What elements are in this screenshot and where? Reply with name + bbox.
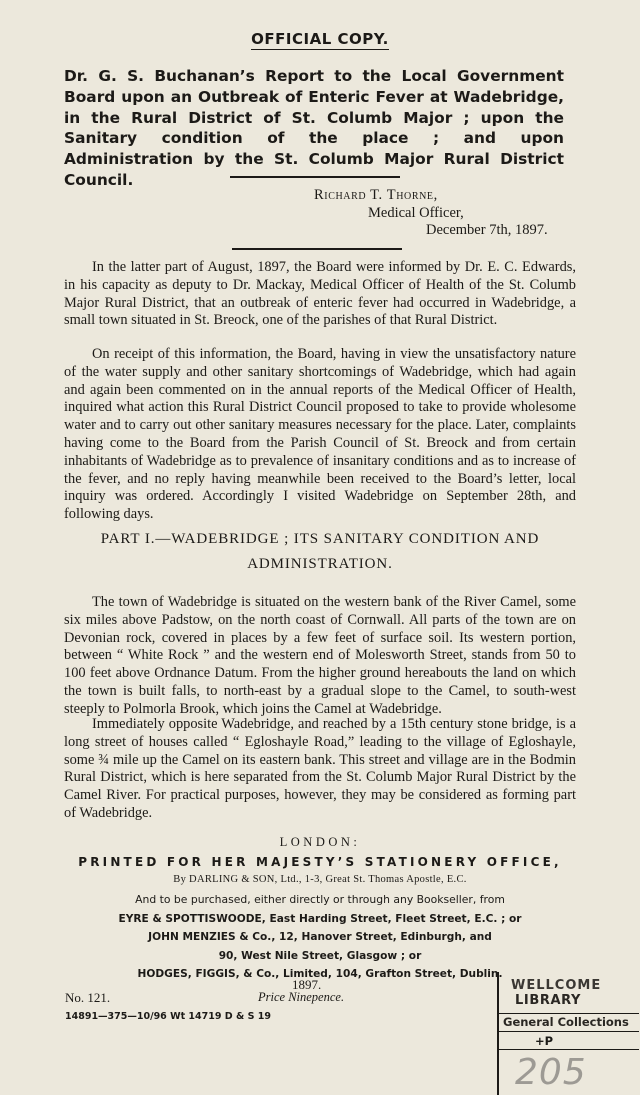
sold-intro: And to be purchased, either directly or through any Bookseller, from bbox=[135, 893, 505, 906]
part-heading bbox=[64, 527, 576, 577]
stamp-shelfmark: +P bbox=[535, 1034, 554, 1048]
stamp-library-name: WELLCOME bbox=[511, 978, 602, 993]
footer-print-code: 14891—375—10/96 Wt 14719 D & S 19 bbox=[65, 1011, 271, 1022]
imprint-printed: PRINTED FOR HER MAJESTY’S STATIONERY OFFICE, bbox=[78, 855, 562, 869]
booksellers-block bbox=[50, 891, 590, 984]
seller-menzies: JOHN MENZIES & Co., 12, Hanover Street, Edinburgh, and bbox=[148, 931, 492, 943]
official-copy-heading: OFFICIAL COPY. bbox=[251, 30, 389, 48]
seller-eyre: EYRE & SPOTTISWOODE, East Harding Street, Fleet Street, E.C. ; or bbox=[118, 912, 522, 925]
part-heading-line1: PART I.—WADEBRIDGE ; ITS SANITARY CONDITION AND bbox=[100, 531, 540, 547]
stamp-divider bbox=[499, 1031, 639, 1032]
stamp-collection: General Collections bbox=[503, 1015, 629, 1029]
signature-block bbox=[300, 187, 600, 240]
stamp-number: 205 bbox=[515, 1052, 587, 1093]
part-heading-line2: ADMINISTRATION. bbox=[247, 556, 393, 572]
paragraph-egloshayle: Immediately opposite Wadebridge, and reached by a 15th century stone bridge, is a long street of houses called “ Egloshayle Road,” leading to the village of Egloshayle, some ¾ mile up the Camel on its eastern bank. This street and village are in the Bodmin Rural District, which is here separated from the St. Columb Major Rural District by the Camel River. For practical purposes, however, they may be considered as forming part of Wadebridge. bbox=[64, 716, 576, 821]
title-rule bbox=[230, 176, 400, 178]
paragraph-town-description: The town of Wadebridge is situated on the western bank of the River Camel, some six miles above Padstow, on the north coast of Cornwall. All parts of the town are on Devonian rock, covered in places by a few feet of surface soil. Its western portion, between “ White Rock ” and the western end of Molesworth Street, stands from 50 to 100 feet above Ordnance Datum. From the higher ground hereabouts the land on which the town is built falls, to north-east by a gradual slope to the Camel, to south-west steeply to Polmorla Brook, which joins the Camel at Wadebridge. bbox=[64, 594, 576, 717]
signature-role: Medical Officer, bbox=[368, 204, 464, 221]
signature-name: Richard T. Thorne, bbox=[314, 187, 438, 203]
stamp-library-label: LIBRARY bbox=[515, 993, 582, 1008]
seller-hodges: HODGES, FIGGIS, & Co., Limited, 104, Grafton Street, Dublin. bbox=[137, 968, 503, 980]
stamp-divider bbox=[499, 1013, 639, 1014]
footer-year: 1897. bbox=[292, 977, 322, 992]
imprint-london: LONDON: bbox=[279, 835, 361, 849]
paragraph-inquiry: On receipt of this information, the Board, having in view the unsatisfactory nature of the water supply and other sanitary shortcomings of Wadebridge, which had again and again been commented on in the annual reports of the Medical Officer of Health, inquired what action this Rural District Council proposed to take to provide wholesome water and to carry out other sanitary measures necessary for the place. Later, complaints having come to the Board from the Parish Council of St. Breock and from certain inhabitants of Wadebridge as to prevalence of insanitary conditions and as to increase of the fever, and no reply having meanwhile been received to the Board’s letter, local inquiry was ordered. Accordingly I visited Wadebridge on September 28th, and following days. bbox=[64, 346, 576, 523]
report-title: Dr. G. S. Buchanan’s Report to the Local Government Board upon an Outbreak of Enteric Fever at Wadebridge, in the Rural District of St. Columb Major ; upon the Sanitary condition of the place ; and upon Administration by the St. Columb Major Rural District Council. bbox=[64, 67, 564, 189]
library-stamp bbox=[497, 972, 639, 1095]
footer-price: Price Ninepence. bbox=[258, 990, 345, 1004]
paragraph-intro: In the latter part of August, 1897, the Board were informed by Dr. E. C. Edwards, in his capacity as deputy to Dr. Mackay, Medical Officer of Health of the St. Columb Major Rural District, that an outbreak of enteric fever had occurred in Wadebridge, a small town situated in St. Breock, one of the parishes of that Rural District. bbox=[64, 259, 576, 329]
imprint-printer: By DARLING & SON, Ltd., 1-3, Great St. Thomas Apostle, E.C. bbox=[173, 874, 467, 885]
signature-date: December 7th, 1897. bbox=[426, 222, 548, 238]
stamp-divider bbox=[499, 1049, 639, 1050]
seller-menzies-glasgow: 90, West Nile Street, Glasgow ; or bbox=[218, 949, 422, 962]
footer-number: No. 121. bbox=[65, 990, 111, 1005]
signature-rule bbox=[232, 248, 402, 250]
